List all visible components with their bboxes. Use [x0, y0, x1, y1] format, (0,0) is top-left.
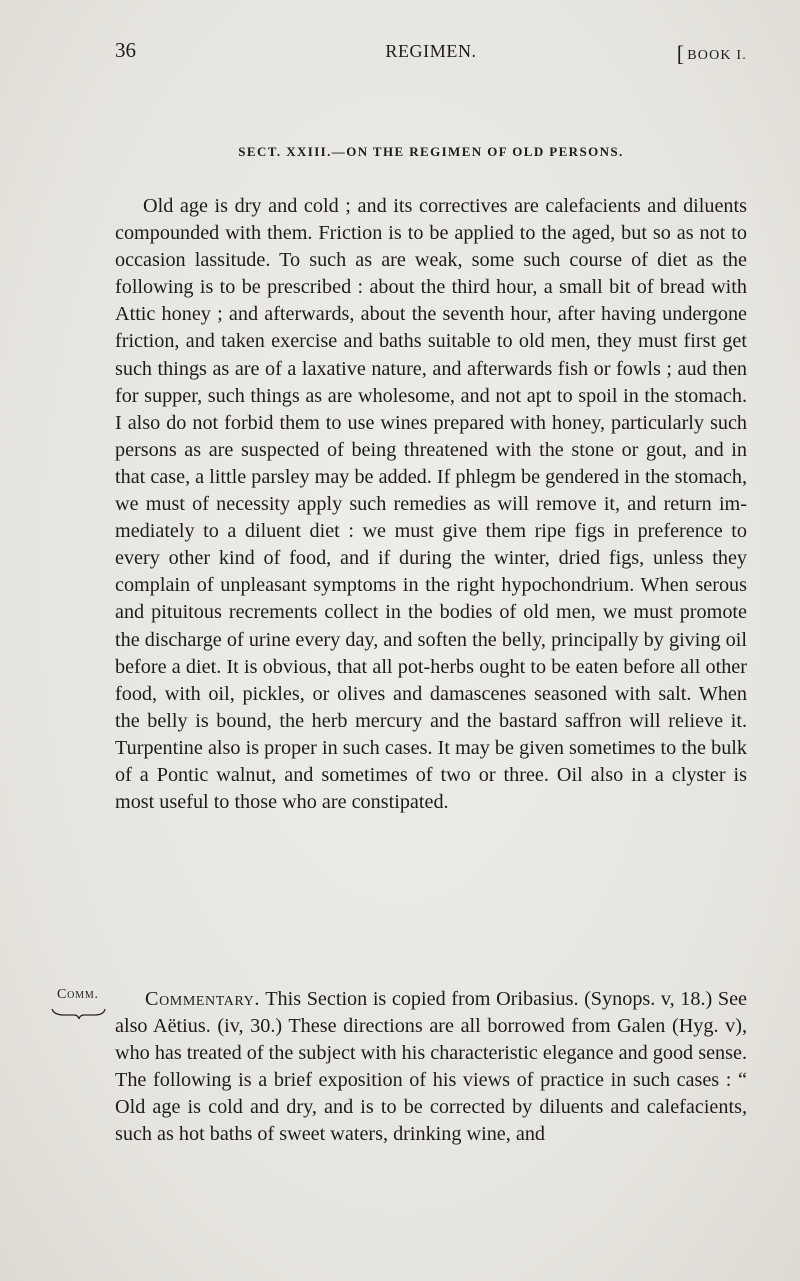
margin-note-comm: Comm. [57, 987, 99, 1002]
commentary-text: This Section is copied from Oribasius. (Synops. v, 18.) See also Aëtius. (iv, 30.) These directions are all borrowed from Galen (Hyg. v), who has treated of the subject with his characteristic elegance and good sense. The following is a brief exposition of his views of practice in such cases : “ Old age is cold and dry, and is to be corrected by diluents and calefacients, such as hot baths of sweet waters, drinking wine, and [115, 988, 747, 1146]
page-number: 36 [115, 38, 136, 62]
main-text [115, 193, 747, 816]
book-label-text: BOOK I. [687, 48, 747, 63]
margin-brace-icon [50, 1007, 106, 1021]
bracket-glyph: [ [676, 41, 686, 66]
main-paragraph: Old age is dry and cold ; and its correctives are calefacients and diluents compounded with them. Friction is to be applied to the aged, but so as not to occasion lassitude. To such as are weak, some such course of diet as the following is to be prescribed : about the third hour, a small bit of bread with Attic honey ; and afterwards, about the seventh hour, after having undergone friction, and taken exercise and baths suitable to old men, they must first get such things as are of a laxative nature, and afterwards fish or fowls ; aud then for supper, such things as are wholesome, and not apt to spoil in the stomach. I also do not forbid them to use wines prepared with honey, particularly such persons as are suspected of being threatened with the stone or gout, and in that case, a little parsley may be added. If phlegm be gendered in the stomach, we must of necessity apply such remedies as will remove it, and return immediately to a diluent diet : we must give them ripe figs in preference to every other kind of food, and if during the winter, dried figs, unless they complain of unpleasant symptoms in the right hypochondrium. When serous and pituitous recrements collect in the bodies of old men, we must promote the discharge of urine every day, and soften the belly, principally by giving oil before a diet. It is obvious, that all pot-herbs ought to be eaten before all other food, with oil, pickles, or olives and damascenes seasoned with salt. When the belly is bound, the herb mercury and the bastard saffron will relieve it. Turpentine also is proper in such cases. It may be given sometimes to the bulk of a Pontic walnut, and sometimes of two or three. Oil also in a clyster is most useful to those who are constipated. [115, 195, 747, 814]
commentary-heading: Commentary. [145, 988, 260, 1010]
running-header [115, 38, 747, 78]
commentary-block [115, 986, 747, 1149]
book-label [677, 41, 747, 67]
running-title: REGIMEN. [385, 41, 477, 61]
commentary-paragraph [115, 986, 747, 1149]
section-title: SECT. XXIII.—ON THE REGIMEN OF OLD PERSONS. [238, 144, 624, 159]
